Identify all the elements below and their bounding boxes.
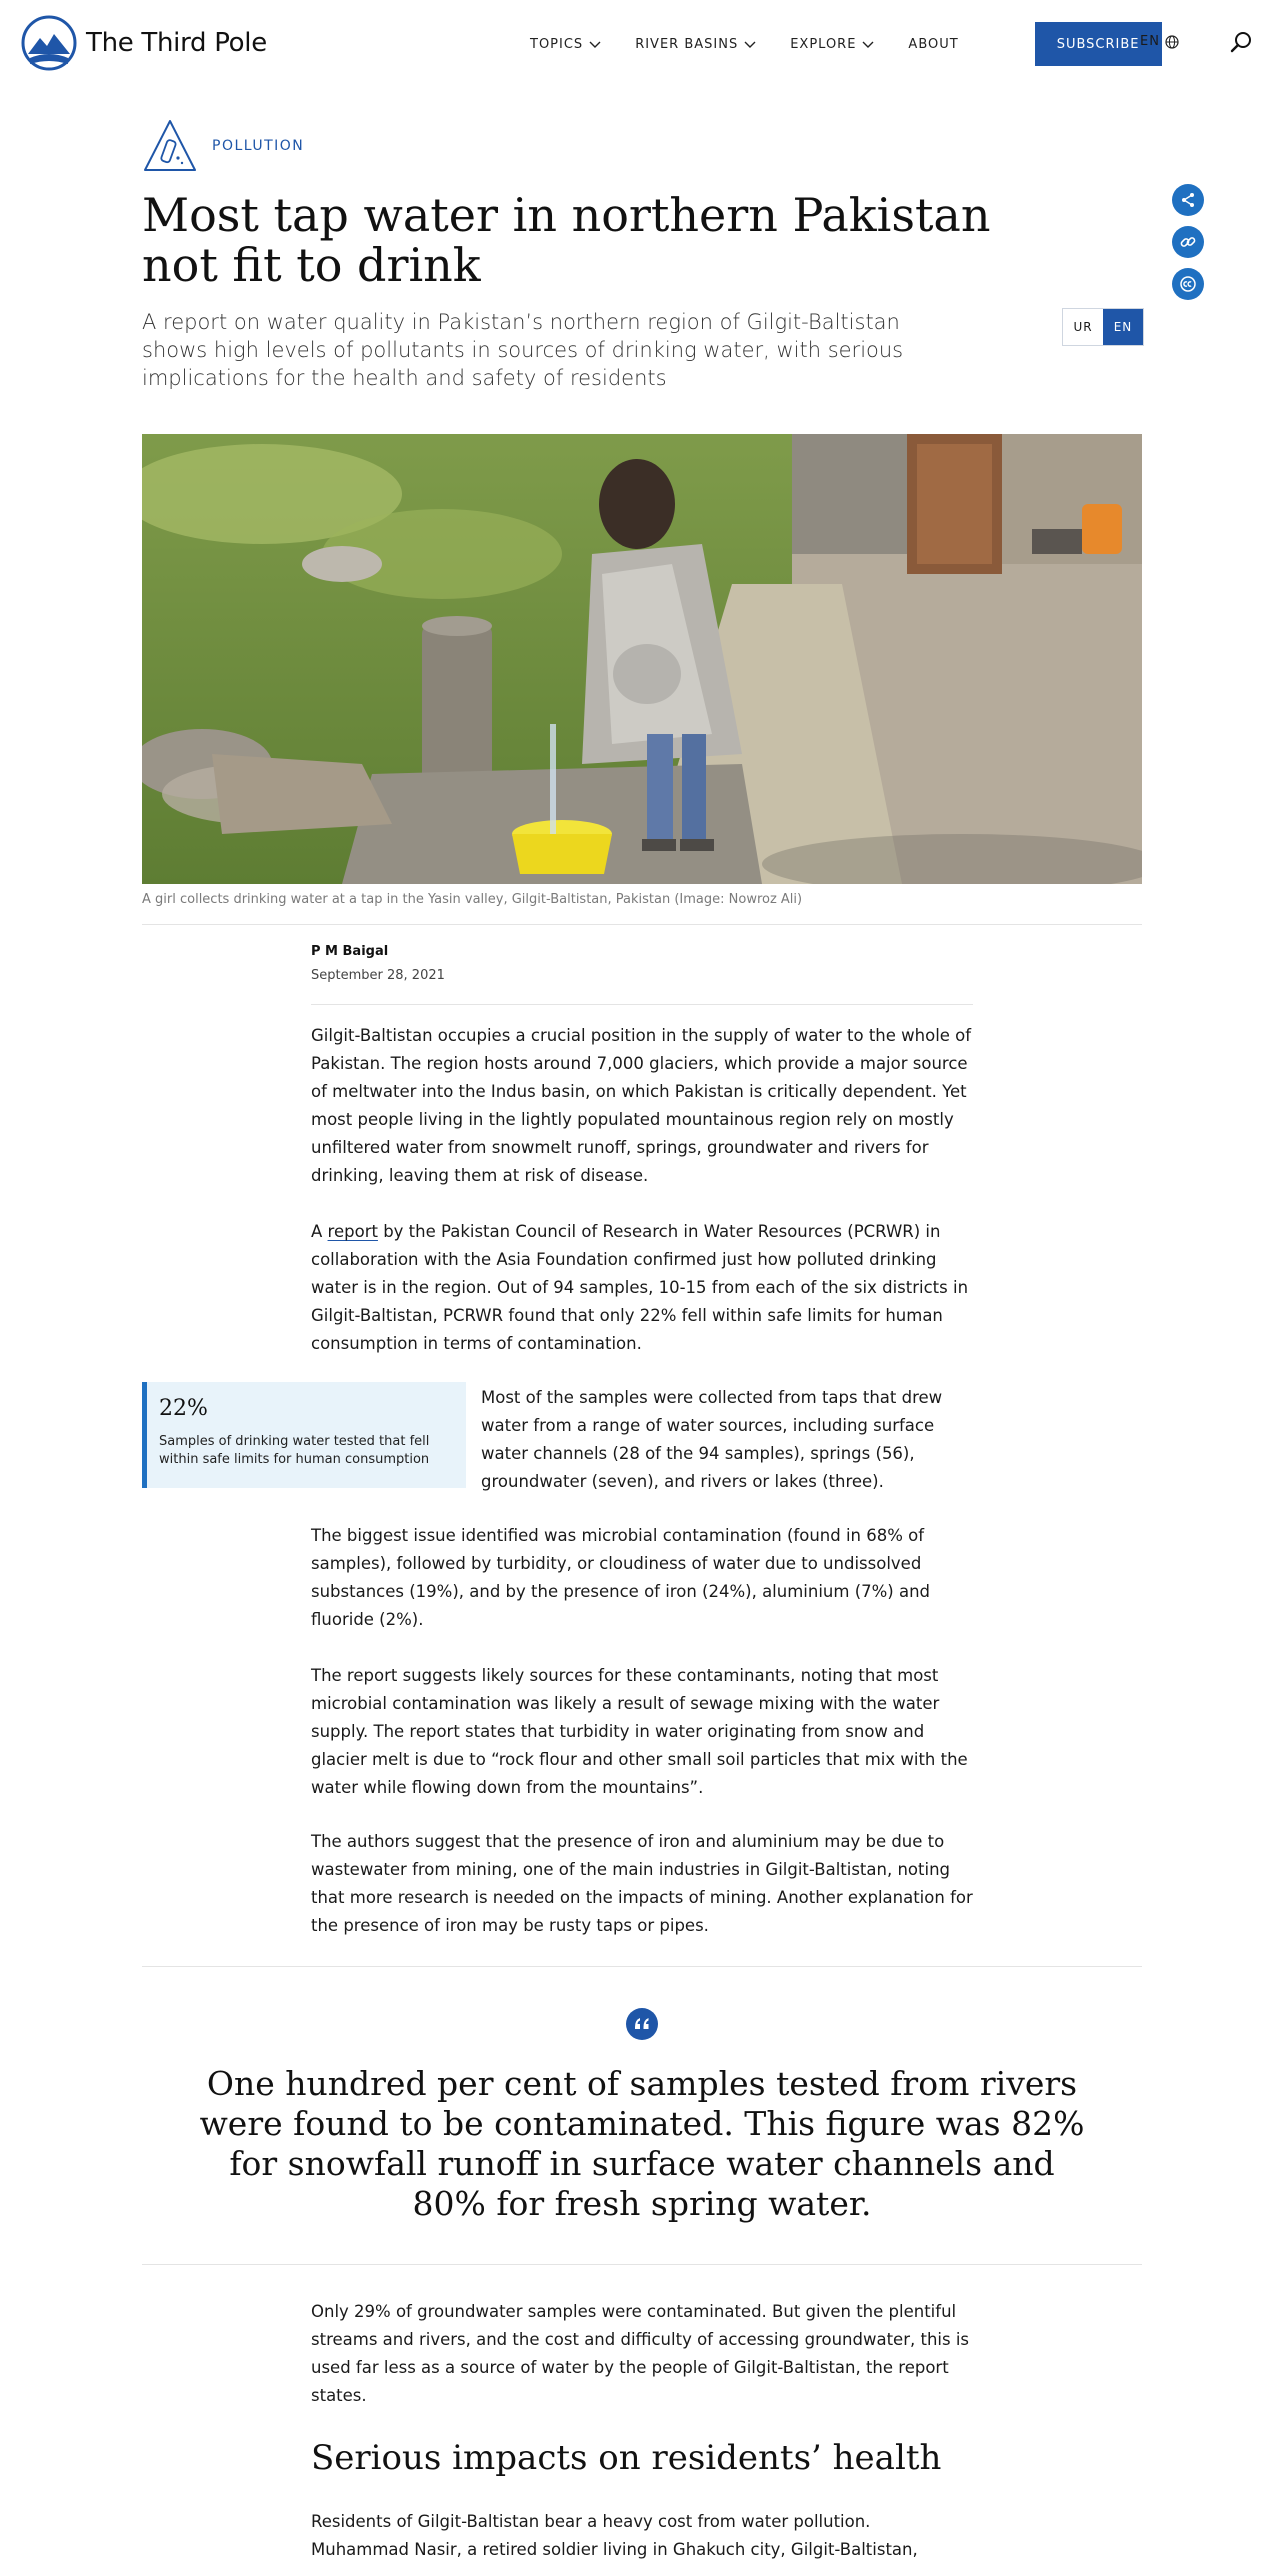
nav-label: ABOUT bbox=[908, 36, 959, 52]
body-paragraph: The report suggests likely sources for these contaminants, noting that most microbial contamination was likely a result of sewage mixing with the water supply. The report states that turbidity in water originating from snow and glacier melt is due to “rock flour and other small soil particles that mix with the water while flowing down from the mountains”. bbox=[311, 1666, 968, 1797]
divider bbox=[311, 1004, 973, 1005]
body-paragraph: The authors suggest that the presence of iron and aluminium may be due to wastewater from mining, one of the main industries in Gilgit-Baltistan, noting that more research is needed on the impacts of mining. Another explanation for the presence of iron may be rusty taps or pipes. bbox=[311, 1832, 973, 1935]
divider bbox=[142, 1966, 1142, 1967]
lang-option-en[interactable]: EN bbox=[1103, 309, 1143, 345]
article-language-toggle bbox=[1062, 308, 1144, 346]
quote-icon bbox=[626, 2008, 658, 2040]
author-name[interactable]: P M Baigal bbox=[311, 944, 389, 959]
nav-explore[interactable] bbox=[790, 37, 874, 52]
body-paragraph: Only 29% of groundwater samples were contaminated. But given the plentiful streams and rivers, and the cost and difficulty of accessing groundwater, this is used far less as a source of water by the people of Gilgit-Baltistan, the report states. bbox=[311, 2302, 970, 2405]
category-label: POLLUTION bbox=[212, 138, 305, 154]
report-link[interactable]: report bbox=[327, 1222, 378, 1241]
lang-option-ur[interactable]: UR bbox=[1073, 320, 1093, 334]
nav-about[interactable] bbox=[908, 37, 958, 52]
hero-photo bbox=[142, 434, 1142, 884]
publish-date: September 28, 2021 bbox=[311, 968, 445, 983]
body-paragraph: Residents of Gilgit-Baltistan bear a heavy cost from water pollution. Muhammad Nasir, a retired soldier living in Ghakuch city, Gilgit-Baltistan, bbox=[311, 2512, 918, 2559]
nav-label: TOPICS bbox=[530, 36, 584, 52]
article-category[interactable] bbox=[142, 118, 304, 174]
text-segment: A bbox=[311, 1222, 328, 1241]
nav-topics[interactable] bbox=[530, 37, 601, 52]
brand-name: The Third Pole bbox=[86, 28, 267, 58]
pull-quote: One hundred per cent of samples tested from rivers were found to be contaminated. This figure was 82% for snowfall runoff in surface water channels and 80% for fresh spring water. bbox=[199, 2064, 1085, 2223]
image-caption: A girl collects drinking water at a tap in the Yasin valley, Gilgit-Baltistan, Pakistan (Image: Nowroz Ali) bbox=[142, 892, 803, 907]
hero-image bbox=[142, 434, 1142, 884]
nav-label: EXPLORE bbox=[790, 36, 857, 52]
text-segment: by the Pakistan Council of Research in Water Resources (PCRWR) in collaboration with the Asia Foundation confirmed just how polluted drinking water is in the region. Out of 94 samples, 10-15 from each of the six districts in Gilgit-Baltistan, PCRWR found that only 22% fell within safe limits for human consumption in terms of contamination. bbox=[311, 1222, 969, 1353]
site-header bbox=[0, 0, 1284, 88]
language-label: EN bbox=[1140, 34, 1160, 49]
language-switcher[interactable] bbox=[1140, 34, 1179, 49]
logo-icon bbox=[20, 14, 78, 72]
copy-link-button[interactable] bbox=[1172, 226, 1204, 258]
section-heading: Serious impacts on residents’ health bbox=[311, 2438, 942, 2478]
site-logo[interactable] bbox=[20, 14, 267, 72]
share-button[interactable] bbox=[1172, 184, 1204, 216]
fact-text: Samples of drinking water tested that fell within safe limits for human consumption bbox=[159, 1434, 430, 1467]
chevron-down-icon bbox=[862, 38, 874, 50]
fact-box bbox=[142, 1382, 466, 1488]
search-icon[interactable] bbox=[1230, 30, 1254, 54]
republish-button[interactable] bbox=[1172, 268, 1204, 300]
article-standfirst: A report on water quality in Pakistan’s northern region of Gilgit-Baltistan shows high levels of pollutants in sources of drinking water, with serious implications for the health and safety of residents bbox=[142, 310, 904, 390]
share-rail bbox=[1172, 184, 1204, 300]
creative-commons-icon bbox=[1179, 275, 1197, 293]
body-paragraph: The biggest issue identified was microbial contamination (found in 68% of samples), followed by turbidity, or cloudiness of water due to undissolved substances (19%), and by the presence of iron (24%), aluminium (7%) and fluoride (2%). bbox=[311, 1526, 931, 1629]
chevron-down-icon bbox=[744, 38, 756, 50]
divider bbox=[142, 2264, 1142, 2265]
link-icon bbox=[1179, 233, 1197, 251]
main-nav bbox=[530, 22, 1162, 66]
nav-river-basins[interactable] bbox=[635, 37, 756, 52]
article-title: Most tap water in northern Pakistan not fit to drink bbox=[142, 188, 991, 292]
fact-number: 22% bbox=[159, 1396, 208, 1421]
divider bbox=[142, 924, 1142, 925]
body-paragraph bbox=[311, 1218, 973, 1358]
body-paragraph: Gilgit-Baltistan occupies a crucial position in the supply of water to the whole of Pakistan. The region hosts around 7,000 glaciers, which provide a major source of meltwater into the Indus basin, on which Pakistan is critically dependent. Yet most people living in the lightly populated mountainous region rely on mostly unfiltered water from snowmelt runoff, springs, groundwater and rivers for drinking, leaving them at risk of disease. bbox=[311, 1026, 972, 1185]
globe-icon bbox=[1165, 35, 1179, 49]
nav-label: RIVER BASINS bbox=[635, 36, 739, 52]
subscribe-button[interactable]: SUBSCRIBE bbox=[1035, 22, 1162, 66]
pollution-icon bbox=[142, 118, 198, 174]
body-paragraph: Most of the samples were collected from taps that drew water from a range of water sources, including surface water channels (28 of the 94 samples), springs (56), groundwater (seven), and rivers or lakes (three). bbox=[481, 1388, 943, 1491]
share-icon bbox=[1179, 191, 1197, 209]
chevron-down-icon bbox=[589, 38, 601, 50]
